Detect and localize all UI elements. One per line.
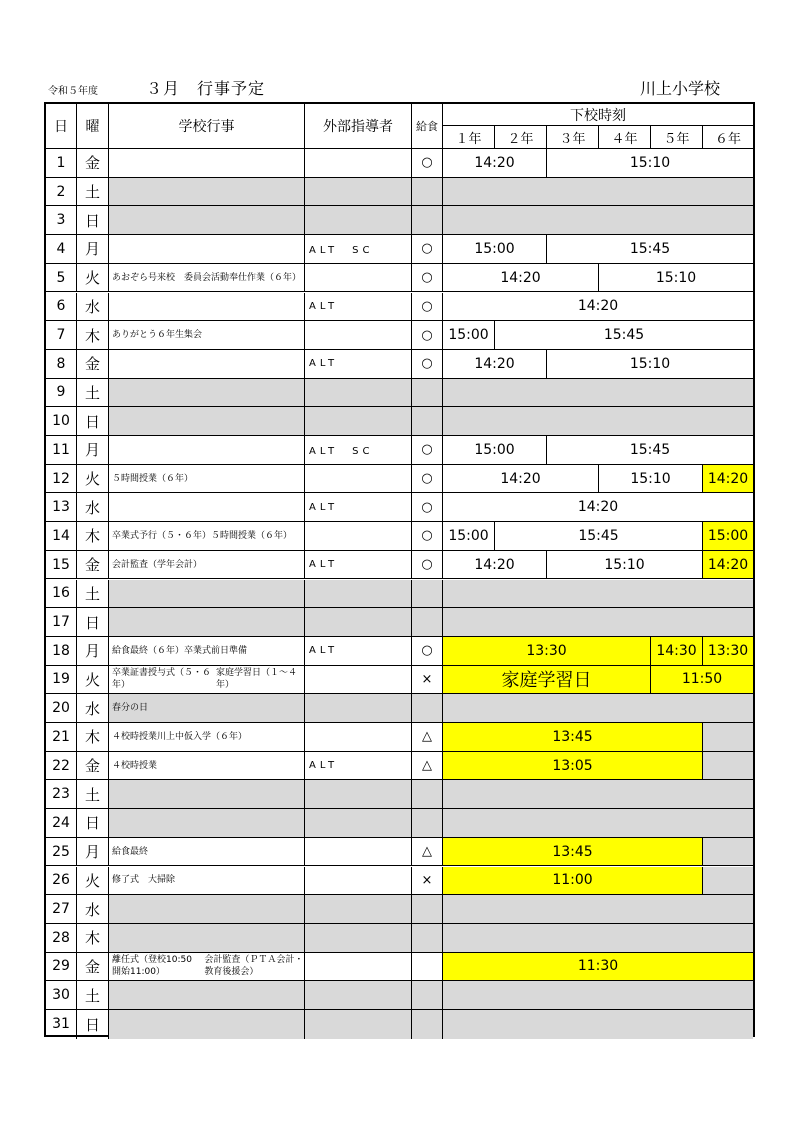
- table-row: [46, 178, 753, 207]
- weekday-cell: 木: [77, 924, 109, 953]
- events-cell: [109, 522, 305, 551]
- event-line: 会計監査（学年会計）: [112, 559, 203, 570]
- weekday-cell: 月: [77, 637, 109, 666]
- table-header: [46, 104, 753, 149]
- dismissal-cell: [443, 407, 753, 436]
- col-header-dow: 曜: [77, 104, 109, 149]
- day-cell: 20: [46, 694, 77, 723]
- weekday-cell: 日: [77, 1010, 109, 1039]
- day-cell: 8: [46, 350, 77, 379]
- table-row: [46, 206, 753, 235]
- meal-cell: ○: [412, 551, 443, 580]
- meal-cell: ○: [412, 293, 443, 322]
- table-row: [46, 551, 753, 580]
- events-cell: [109, 809, 305, 838]
- events-cell: [109, 379, 305, 408]
- table-row: [46, 895, 753, 924]
- meal-cell: ○: [412, 264, 443, 293]
- external-instructor-cell: [305, 809, 412, 838]
- external-instructor-cell: [305, 608, 412, 637]
- event-line: 給食最終: [112, 846, 149, 857]
- weekday-cell: 金: [77, 551, 109, 580]
- table-row: [46, 321, 753, 350]
- dismissal-cell: [443, 809, 753, 838]
- dismissal-time-cell: 13:45: [443, 723, 703, 752]
- meal-cell: [412, 953, 443, 982]
- external-instructor-cell: [305, 407, 412, 436]
- events-cell: [109, 608, 305, 637]
- table-row: [46, 235, 753, 264]
- weekday-cell: 水: [77, 493, 109, 522]
- table-row: [46, 293, 753, 322]
- dismissal-cell: [443, 608, 753, 637]
- weekday-cell: 水: [77, 293, 109, 322]
- weekday-cell: 木: [77, 321, 109, 350]
- dismissal-time-cell: 15:00: [443, 321, 495, 350]
- events-cell: [109, 551, 305, 580]
- events-cell: [109, 580, 305, 609]
- col-header-external: 外部指導者: [305, 104, 412, 149]
- events-cell: [109, 867, 305, 896]
- day-cell: 19: [46, 666, 77, 695]
- day-cell: 24: [46, 809, 77, 838]
- event-line: ４校時授業: [112, 760, 158, 771]
- school-name: 川上小学校: [640, 79, 721, 98]
- events-cell: [109, 293, 305, 322]
- event-line: 奉仕作業（６年）: [229, 272, 302, 283]
- meal-cell: ○: [412, 235, 443, 264]
- weekday-cell: 月: [77, 838, 109, 867]
- dismissal-time-cell: 14:20: [703, 465, 753, 494]
- table-row: [46, 924, 753, 953]
- external-instructor-cell: [305, 666, 412, 695]
- table-row: [46, 780, 753, 809]
- dismissal-cell: [443, 178, 753, 207]
- dismissal-time-cell: 14:20: [443, 551, 547, 580]
- meal-cell: [412, 206, 443, 235]
- dismissal-time-cell: 15:45: [495, 321, 753, 350]
- events-cell: [109, 838, 305, 867]
- dismissal-time-cell: 15:45: [547, 436, 753, 465]
- dismissal-time-cell: 15:10: [599, 264, 753, 293]
- event-line: ４校時授業: [112, 731, 158, 742]
- day-cell: 25: [46, 838, 77, 867]
- weekday-cell: 金: [77, 149, 109, 178]
- event-line: 給食最終（６年）: [112, 645, 185, 656]
- meal-cell: [412, 809, 443, 838]
- dismissal-time-cell: 11:00: [443, 867, 703, 896]
- col-header-events: 学校行事: [109, 104, 305, 149]
- day-cell: 15: [46, 551, 77, 580]
- weekday-cell: 火: [77, 264, 109, 293]
- external-instructor-cell: [305, 694, 412, 723]
- dismissal-time-cell: 15:45: [547, 235, 753, 264]
- table-row: [46, 981, 753, 1010]
- events-cell: [109, 493, 305, 522]
- day-cell: 28: [46, 924, 77, 953]
- meal-cell: △: [412, 723, 443, 752]
- day-cell: 26: [46, 867, 77, 896]
- dismissal-time-cell: 15:00: [443, 235, 547, 264]
- events-cell: [109, 178, 305, 207]
- table-row: [46, 694, 753, 723]
- external-instructor-cell: [305, 206, 412, 235]
- dismissal-time-cell: 14:20: [443, 149, 547, 178]
- meal-cell: ×: [412, 867, 443, 896]
- events-cell: [109, 436, 305, 465]
- event-line: 家庭学習日（１～４年）: [216, 668, 298, 691]
- col-header-grade-5: ５年: [651, 126, 703, 149]
- col-header-grade-4: ４年: [599, 126, 651, 149]
- events-cell: [109, 1010, 305, 1039]
- event-line: 卒業式前日準備: [184, 645, 248, 656]
- day-cell: 5: [46, 264, 77, 293]
- event-line: ５時間授業（６年）: [112, 473, 194, 484]
- events-cell: [109, 895, 305, 924]
- external-instructor-cell: [305, 780, 412, 809]
- event-line: 会計監査（ＰＴＡ会計・教育後援会）: [204, 955, 304, 978]
- table-row: [46, 522, 753, 551]
- events-cell: [109, 407, 305, 436]
- dismissal-time-cell: 14:20: [443, 264, 599, 293]
- col-header-grade-6: ６年: [703, 126, 753, 149]
- events-cell: [109, 321, 305, 350]
- meal-cell: [412, 1010, 443, 1039]
- external-instructor-cell: ALT: [305, 752, 412, 781]
- dismissal-time-cell: 13:30: [443, 637, 651, 666]
- day-cell: 3: [46, 206, 77, 235]
- col-header-grade-2: ２年: [495, 126, 547, 149]
- dismissal-time-cell: [703, 723, 753, 752]
- dismissal-time-cell: 11:50: [651, 666, 753, 695]
- events-cell: [109, 694, 305, 723]
- events-cell: [109, 637, 305, 666]
- external-instructor-cell: [305, 867, 412, 896]
- table-row: [46, 809, 753, 838]
- external-instructor-cell: [305, 1010, 412, 1039]
- dismissal-time-cell: 13:30: [703, 637, 753, 666]
- meal-cell: [412, 694, 443, 723]
- dismissal-time-cell: 15:00: [443, 436, 547, 465]
- dismissal-cell: [443, 1010, 753, 1039]
- external-instructor-cell: [305, 580, 412, 609]
- table-row: [46, 350, 753, 379]
- dismissal-cell: [443, 895, 753, 924]
- weekday-cell: 土: [77, 580, 109, 609]
- events-cell: [109, 780, 305, 809]
- day-cell: 7: [46, 321, 77, 350]
- weekday-cell: 月: [77, 235, 109, 264]
- weekday-cell: 土: [77, 780, 109, 809]
- events-cell: [109, 465, 305, 494]
- day-cell: 30: [46, 981, 77, 1010]
- dismissal-time-cell: [703, 838, 753, 867]
- dismissal-time-cell: 15:10: [599, 465, 703, 494]
- weekday-cell: 水: [77, 694, 109, 723]
- events-cell: [109, 666, 305, 695]
- events-cell: [109, 235, 305, 264]
- weekday-cell: 火: [77, 465, 109, 494]
- day-cell: 9: [46, 379, 77, 408]
- col-header-meal: 給食: [412, 104, 443, 149]
- dismissal-time-cell: 14:20: [443, 350, 547, 379]
- table-row: [46, 838, 753, 867]
- weekday-cell: 木: [77, 522, 109, 551]
- dismissal-cell: [443, 206, 753, 235]
- meal-cell: ×: [412, 666, 443, 695]
- events-cell: [109, 206, 305, 235]
- day-cell: 21: [46, 723, 77, 752]
- day-cell: 6: [46, 293, 77, 322]
- day-cell: 17: [46, 608, 77, 637]
- weekday-cell: 金: [77, 953, 109, 982]
- fiscal-year-label: 令和５年度: [48, 86, 98, 97]
- table-row: [46, 953, 753, 982]
- table-row: [46, 149, 753, 178]
- events-cell: [109, 752, 305, 781]
- day-cell: 2: [46, 178, 77, 207]
- table-row: [46, 752, 753, 781]
- events-cell: [109, 723, 305, 752]
- meal-cell: [412, 608, 443, 637]
- external-instructor-cell: [305, 465, 412, 494]
- dismissal-time-cell: 13:05: [443, 752, 703, 781]
- external-instructor-cell: [305, 924, 412, 953]
- meal-cell: ○: [412, 321, 443, 350]
- day-cell: 18: [46, 637, 77, 666]
- weekday-cell: 火: [77, 666, 109, 695]
- weekday-cell: 土: [77, 981, 109, 1010]
- day-cell: 12: [46, 465, 77, 494]
- events-cell: [109, 953, 305, 982]
- dismissal-time-cell: 14:20: [443, 293, 753, 322]
- meal-cell: △: [412, 752, 443, 781]
- table-row: [46, 608, 753, 637]
- weekday-cell: 土: [77, 379, 109, 408]
- table-row: [46, 436, 753, 465]
- weekday-cell: 金: [77, 350, 109, 379]
- day-cell: 1: [46, 149, 77, 178]
- dismissal-time-cell: [703, 752, 753, 781]
- event-line: 離任式（登校10:50 開始11:00）: [112, 955, 201, 978]
- col-header-grade-1: １年: [443, 126, 495, 149]
- events-cell: [109, 264, 305, 293]
- dismissal-cell: [443, 580, 753, 609]
- weekday-cell: 月: [77, 436, 109, 465]
- external-instructor-cell: [305, 522, 412, 551]
- day-cell: 13: [46, 493, 77, 522]
- dismissal-cell: [443, 379, 753, 408]
- day-cell: 11: [46, 436, 77, 465]
- event-line: 卒業式予行（５・６年）: [112, 530, 212, 541]
- table-row: [46, 867, 753, 896]
- table-row: [46, 379, 753, 408]
- weekday-cell: 日: [77, 809, 109, 838]
- day-cell: 16: [46, 580, 77, 609]
- weekday-cell: 金: [77, 752, 109, 781]
- table-row: [46, 493, 753, 522]
- external-instructor-cell: ALT: [305, 637, 412, 666]
- meal-cell: [412, 895, 443, 924]
- meal-cell: [412, 407, 443, 436]
- dismissal-time-cell: 11:30: [443, 953, 753, 982]
- meal-cell: △: [412, 838, 443, 867]
- external-instructor-cell: ALT: [305, 493, 412, 522]
- external-instructor-cell: ALT SC: [305, 436, 412, 465]
- meal-cell: ○: [412, 436, 443, 465]
- col-header-dismissal: 下校時刻: [443, 104, 753, 126]
- table-row: [46, 1010, 753, 1039]
- dismissal-cell: [443, 924, 753, 953]
- external-instructor-cell: [305, 264, 412, 293]
- meal-cell: ○: [412, 493, 443, 522]
- dismissal-time-cell: 14:20: [443, 465, 599, 494]
- dismissal-time-cell: 14:20: [703, 551, 753, 580]
- event-line: 春分の日: [112, 703, 149, 714]
- dismissal-time-cell: 15:10: [547, 350, 753, 379]
- events-cell: [109, 981, 305, 1010]
- event-line: 卒業証書授与式（５・６年）: [112, 668, 212, 691]
- weekday-cell: 木: [77, 723, 109, 752]
- external-instructor-cell: [305, 149, 412, 178]
- dismissal-time-cell: 14:30: [651, 637, 703, 666]
- dismissal-time-cell: 14:20: [443, 493, 753, 522]
- col-header-day: 日: [46, 104, 77, 149]
- weekday-cell: 日: [77, 407, 109, 436]
- meal-cell: [412, 924, 443, 953]
- dismissal-cell: [443, 694, 753, 723]
- dismissal-time-cell: 15:10: [547, 149, 753, 178]
- external-instructor-cell: [305, 953, 412, 982]
- external-instructor-cell: [305, 723, 412, 752]
- external-instructor-cell: [305, 321, 412, 350]
- weekday-cell: 日: [77, 608, 109, 637]
- day-cell: 14: [46, 522, 77, 551]
- external-instructor-cell: ALT SC: [305, 235, 412, 264]
- page-title: ３月 行事予定: [146, 79, 266, 98]
- events-cell: [109, 924, 305, 953]
- events-cell: [109, 149, 305, 178]
- external-instructor-cell: [305, 838, 412, 867]
- table-row: [46, 407, 753, 436]
- dismissal-time-cell: 家庭学習日: [443, 666, 651, 695]
- event-line: ありがとう６年生集会: [112, 330, 203, 341]
- event-line: ５時間授業（６年）: [211, 530, 293, 541]
- meal-cell: ○: [412, 350, 443, 379]
- table-row: [46, 580, 753, 609]
- meal-cell: [412, 981, 443, 1010]
- table-row: [46, 723, 753, 752]
- meal-cell: ○: [412, 149, 443, 178]
- meal-cell: [412, 780, 443, 809]
- external-instructor-cell: [305, 981, 412, 1010]
- event-line: 川上中仮入学（６年）: [157, 731, 248, 742]
- schedule-table: [44, 102, 755, 1037]
- dismissal-time-cell: [703, 867, 753, 896]
- dismissal-cell: [443, 780, 753, 809]
- event-line: 修了式 大掃除: [112, 875, 176, 886]
- external-instructor-cell: ALT: [305, 350, 412, 379]
- table-row: [46, 666, 753, 695]
- dismissal-time-cell: 15:45: [495, 522, 703, 551]
- external-instructor-cell: ALT: [305, 293, 412, 322]
- col-header-grade-3: ３年: [547, 126, 599, 149]
- day-cell: 31: [46, 1010, 77, 1039]
- meal-cell: ○: [412, 522, 443, 551]
- dismissal-time-cell: 15:00: [443, 522, 495, 551]
- table-row: [46, 637, 753, 666]
- day-cell: 29: [46, 953, 77, 982]
- meal-cell: [412, 178, 443, 207]
- events-cell: [109, 350, 305, 379]
- day-cell: 27: [46, 895, 77, 924]
- meal-cell: ○: [412, 637, 443, 666]
- page-header: [0, 0, 800, 100]
- external-instructor-cell: [305, 379, 412, 408]
- meal-cell: [412, 379, 443, 408]
- external-instructor-cell: [305, 895, 412, 924]
- weekday-cell: 水: [77, 895, 109, 924]
- external-instructor-cell: ALT: [305, 551, 412, 580]
- weekday-cell: 日: [77, 206, 109, 235]
- table-row: [46, 465, 753, 494]
- day-cell: 4: [46, 235, 77, 264]
- weekday-cell: 土: [77, 178, 109, 207]
- dismissal-time-cell: 13:45: [443, 838, 703, 867]
- table-row: [46, 264, 753, 293]
- dismissal-time-cell: 15:10: [547, 551, 703, 580]
- dismissal-time-cell: 15:00: [703, 522, 753, 551]
- meal-cell: ○: [412, 465, 443, 494]
- meal-cell: [412, 580, 443, 609]
- external-instructor-cell: [305, 178, 412, 207]
- day-cell: 10: [46, 407, 77, 436]
- event-line: あおぞら号来校 委員会活動: [112, 272, 230, 283]
- weekday-cell: 火: [77, 867, 109, 896]
- dismissal-cell: [443, 981, 753, 1010]
- day-cell: 22: [46, 752, 77, 781]
- day-cell: 23: [46, 780, 77, 809]
